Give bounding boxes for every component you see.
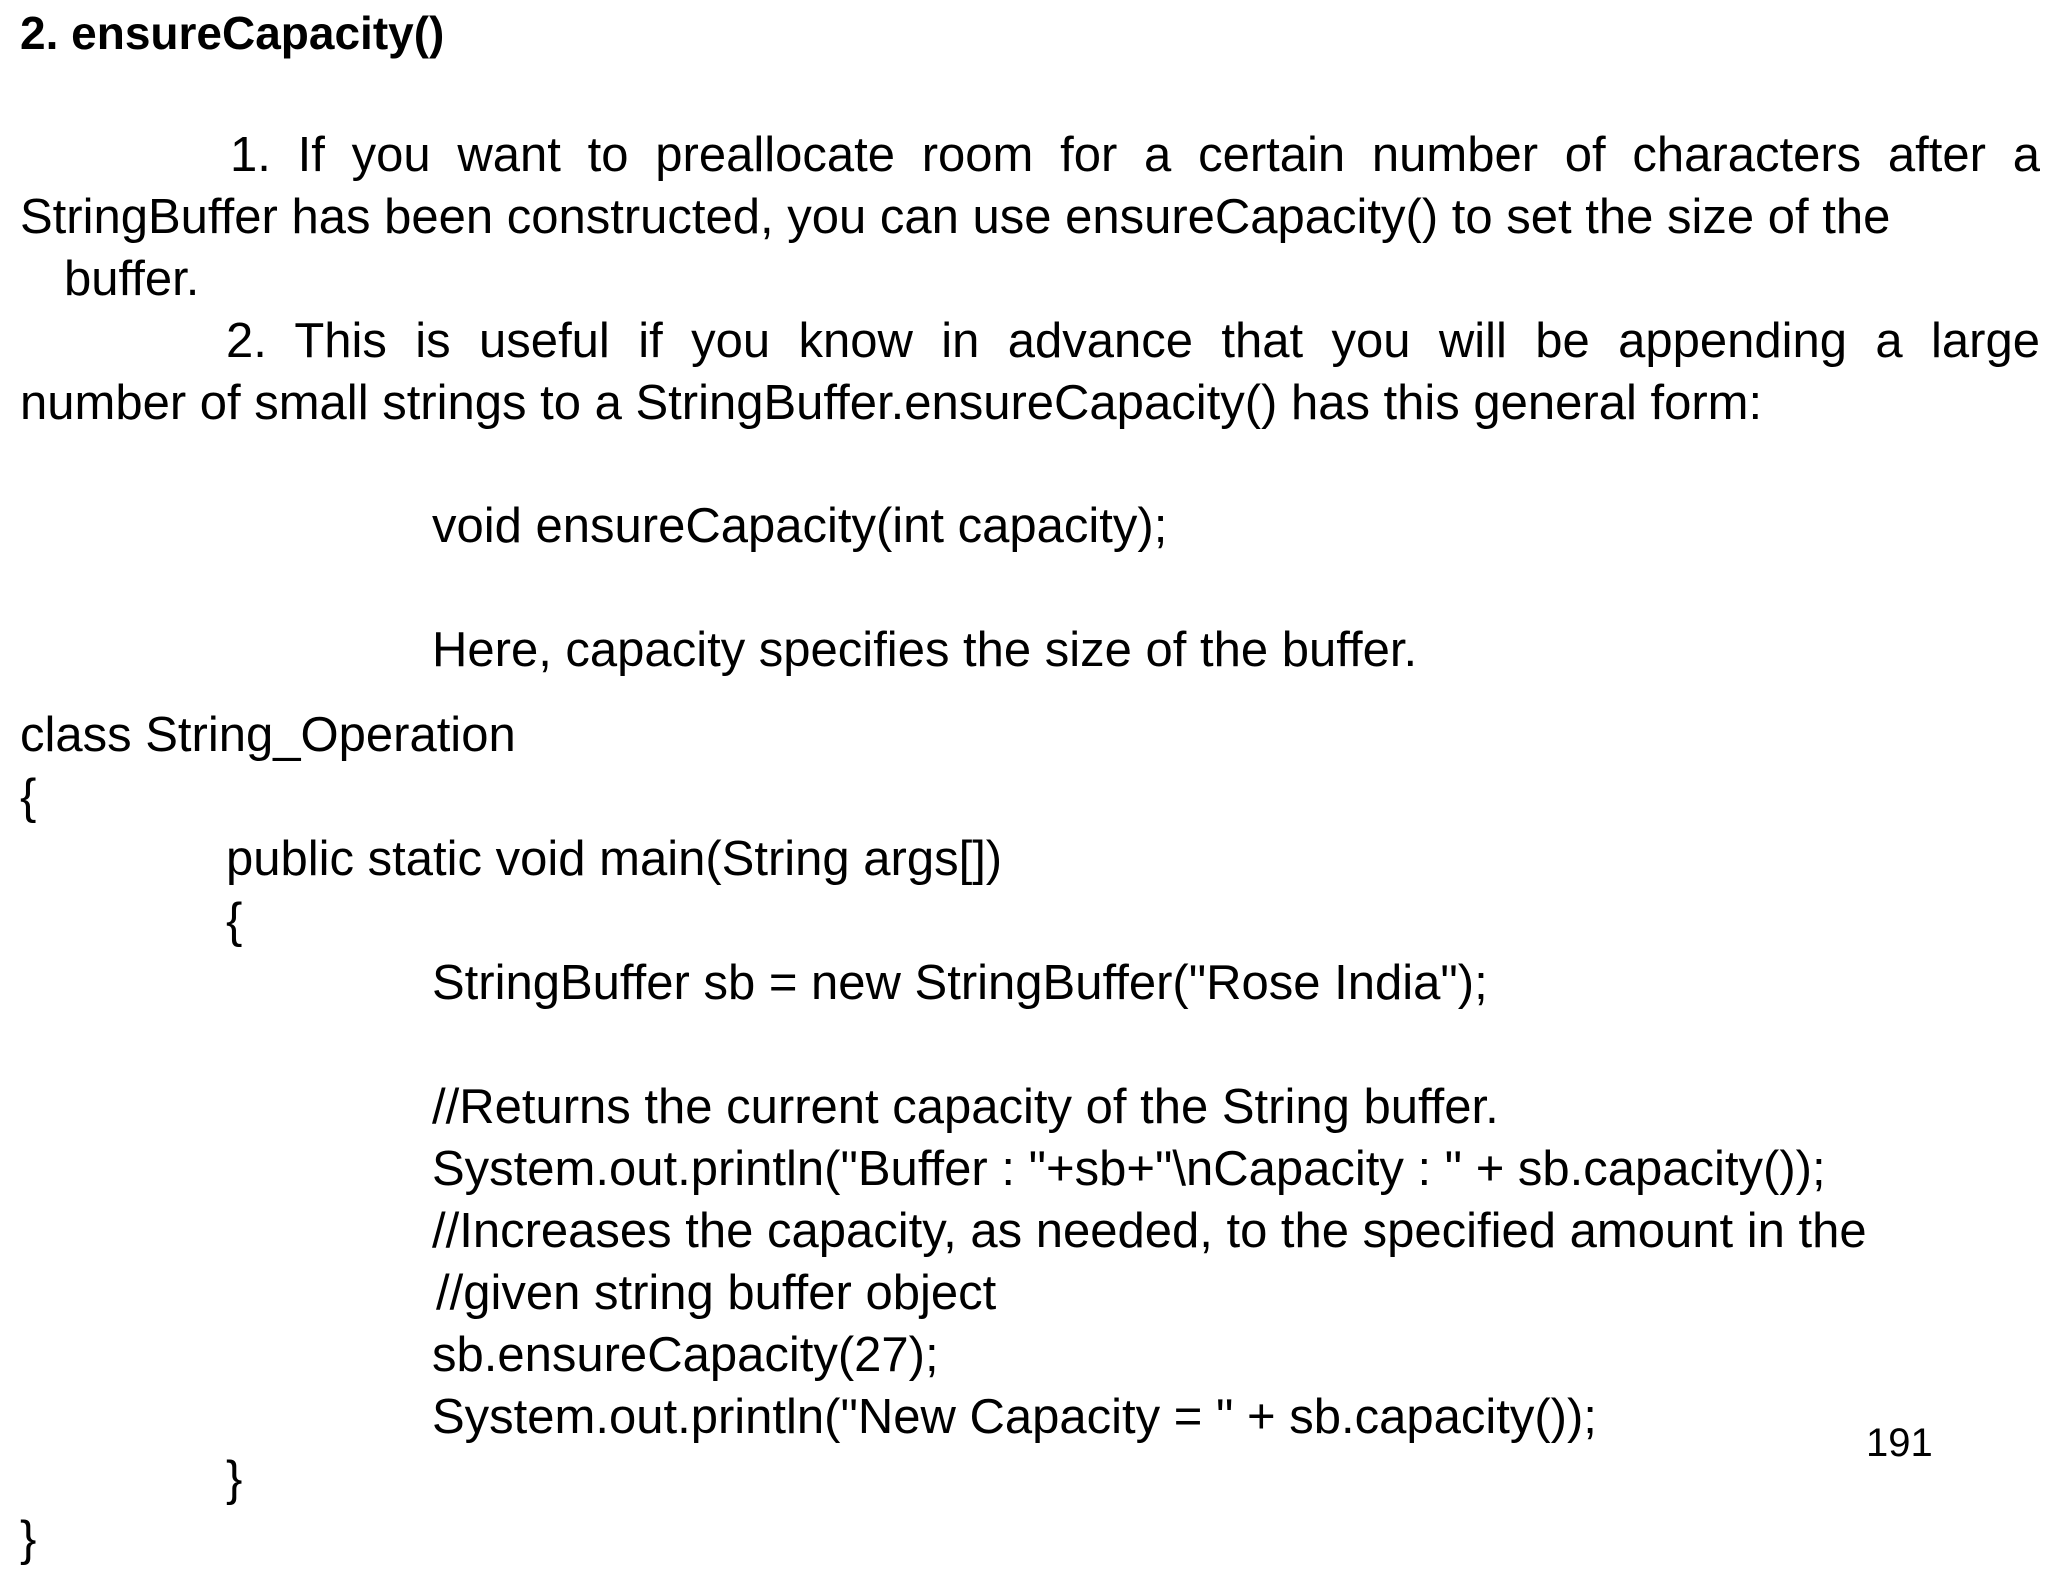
paragraph-2-line-2: number of small strings to a StringBuffer.ensureCapacity() has this general form: (20, 376, 1763, 430)
code-line-comment-object: //given string buffer object (436, 1266, 997, 1320)
paragraph-1-line-1: 1. If you want to preallocate room for a certain number of characters after a (230, 128, 2040, 182)
code-line-close-brace: } (20, 1512, 37, 1566)
paragraph-2-line-1: 2. This is useful if you know in advance that you will be appending a large (226, 314, 2040, 368)
code-line-ensure-capacity-call: sb.ensureCapacity(27); (432, 1328, 939, 1382)
code-line-main-open-brace: { (226, 894, 243, 948)
method-signature: void ensureCapacity(int capacity); (432, 499, 1168, 553)
code-line-main-close-brace: } (226, 1452, 243, 1506)
code-line-main-method: public static void main(String args[]) (226, 832, 1003, 886)
signature-note: Here, capacity specifies the size of the buffer. (432, 623, 1418, 677)
code-line-comment-increase: //Increases the capacity, as needed, to the specified amount in the (432, 1204, 1867, 1258)
paragraph-1-line-3: buffer. (64, 252, 200, 306)
code-line-class-declaration: class String_Operation (20, 708, 516, 762)
code-line-open-brace: { (20, 770, 37, 824)
code-line-stringbuffer-declaration: StringBuffer sb = new StringBuffer("Rose India"); (432, 956, 1488, 1010)
section-heading: 2. ensureCapacity() (20, 7, 445, 59)
code-line-comment-capacity: //Returns the current capacity of the String buffer. (432, 1080, 1499, 1134)
paragraph-1-line-2: StringBuffer has been constructed, you can use ensureCapacity() to set the size of the (20, 190, 1891, 244)
page-number: 191 (1866, 1421, 1933, 1465)
paragraph-1 (20, 124, 2040, 310)
code-line-print-buffer: System.out.println("Buffer : "+sb+"\nCapacity : " + sb.capacity()); (432, 1142, 1826, 1196)
code-line-print-new-capacity: System.out.println("New Capacity = " + sb.capacity()); (432, 1390, 1597, 1444)
paragraph-2 (20, 310, 2040, 434)
